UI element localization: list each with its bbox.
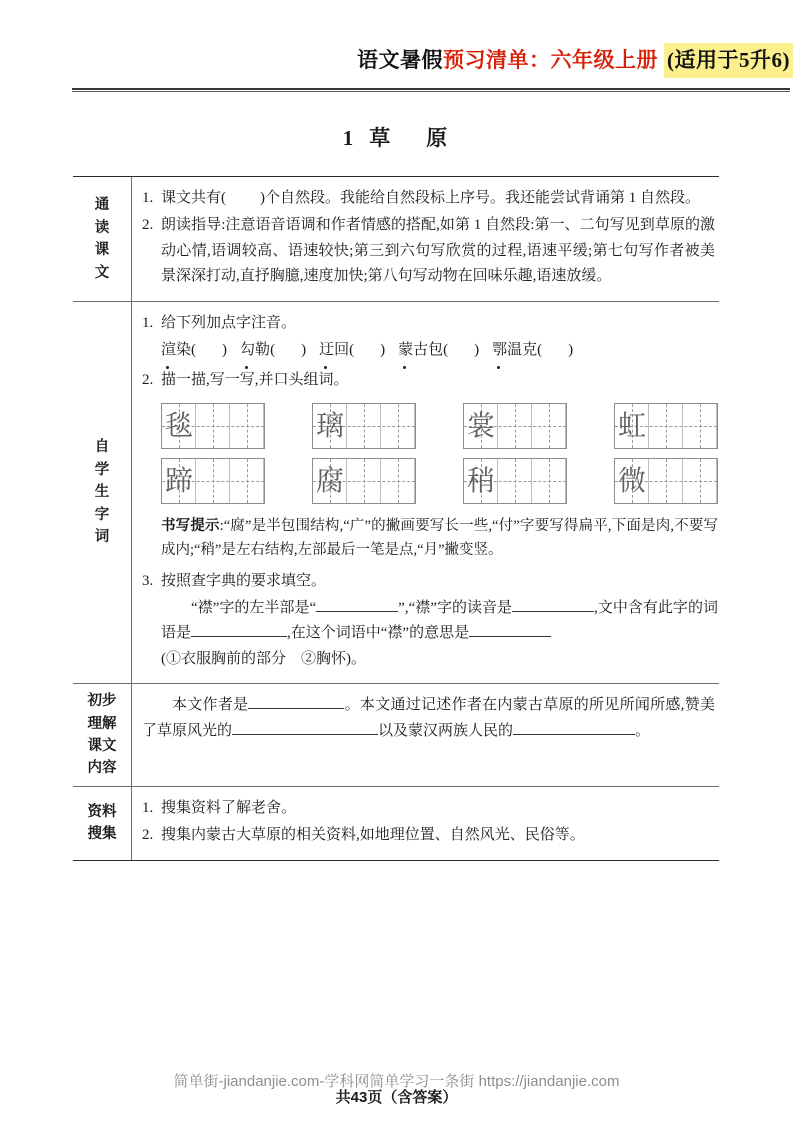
row-label-char: 学 bbox=[94, 461, 110, 478]
row-label-char: 课 bbox=[94, 242, 110, 259]
page-title bbox=[73, 122, 719, 152]
fill-blank[interactable] bbox=[469, 636, 551, 637]
list-item-text: 搜集内蒙古大草原的相关资料,如地理位置、自然风光、民俗等。 bbox=[161, 826, 585, 843]
list-item-text: 给下列加点字注音。 bbox=[161, 315, 297, 332]
word-rest: 染 bbox=[176, 341, 192, 358]
list-item bbox=[142, 796, 715, 822]
word-rest: 回 bbox=[334, 341, 350, 358]
dictionary-options-line: (①衣服胸前的部分 ②胸怀)。 bbox=[161, 651, 366, 668]
dict-text-d: ,在这个词语中“襟”的意思是 bbox=[287, 625, 470, 642]
worksheet-table bbox=[73, 176, 719, 861]
page-count-label: 共43页（含答案） bbox=[335, 1089, 458, 1106]
understand-paragraph bbox=[142, 693, 715, 745]
pinyin-word-item: 鄂温克( ) bbox=[492, 338, 573, 364]
understand-text-d: 。 bbox=[635, 722, 651, 739]
lesson-number: 1 bbox=[342, 126, 356, 150]
header-applicability-badge: (适用于5升6) bbox=[664, 43, 793, 78]
dotted-char: 鄂 bbox=[492, 338, 507, 364]
character-grid-row-1 bbox=[161, 403, 718, 449]
row-label-self-study bbox=[73, 302, 132, 683]
pinyin-word-item: 迂回( ) bbox=[319, 338, 385, 364]
fill-blank[interactable] bbox=[232, 734, 378, 735]
dict-text-c: ,文中含有此字的词语是 bbox=[161, 599, 718, 642]
list-item-text: 按照查字典的要求填空。 bbox=[161, 572, 327, 589]
table-row-collect bbox=[73, 787, 719, 861]
pinyin-word-item: 蒙古包( ) bbox=[398, 338, 479, 364]
dict-text-a: “襟”字的左半部是“ bbox=[191, 599, 317, 616]
dotted-char: 渲 bbox=[161, 338, 176, 364]
row-label-read-through bbox=[73, 177, 132, 301]
pinyin-word-item: 渲染( ) bbox=[161, 338, 227, 364]
character-practice-grids bbox=[161, 403, 718, 504]
item1-text-before-blank: 课文共有( bbox=[161, 190, 226, 206]
row-body-collect bbox=[132, 787, 719, 860]
character-practice-box[interactable] bbox=[312, 403, 416, 449]
writing-tip bbox=[161, 514, 718, 563]
row-label-collect bbox=[73, 787, 132, 860]
table-row-understand bbox=[73, 684, 719, 787]
row-label-char: 读 bbox=[94, 219, 110, 236]
list-item-number: 2. bbox=[142, 216, 154, 233]
fill-blank[interactable] bbox=[191, 636, 287, 637]
fill-blank[interactable] bbox=[512, 611, 594, 612]
character-practice-box[interactable] bbox=[312, 458, 416, 504]
lesson-title-char-1: 草 bbox=[369, 126, 393, 150]
list-item bbox=[142, 213, 715, 290]
pinyin-exercise-line bbox=[161, 338, 718, 364]
row-body-read-through bbox=[132, 177, 719, 301]
character-practice-box[interactable] bbox=[161, 458, 265, 504]
row-label-understand bbox=[73, 684, 132, 786]
list-item bbox=[142, 823, 715, 849]
word-rest: 勒 bbox=[255, 341, 271, 358]
row-label-char: 搜集 bbox=[87, 826, 117, 843]
list-item-number: 1. bbox=[142, 799, 154, 816]
row-label-char: 字 bbox=[94, 506, 110, 523]
header-title-line bbox=[357, 43, 793, 78]
character-grid-row-2 bbox=[161, 458, 718, 504]
list-item-text: 搜集资料了解老舍。 bbox=[161, 799, 297, 816]
writing-tip-text: :“腐”是半包围结构,“广”的撇画要写长一些,“付”字要写得扁平,下面是肉,不要写成内;“稍”是左右结构,左部最后一笔是点,“月”撇变竖。 bbox=[161, 517, 719, 559]
header-title-red: 预习清单：六年级上册 bbox=[443, 47, 658, 72]
list-item bbox=[142, 569, 718, 595]
lesson-title-char-2: 原 bbox=[426, 126, 450, 150]
fill-blank[interactable] bbox=[316, 611, 398, 612]
practice-char: 腐 bbox=[315, 463, 344, 497]
list-item-text: 描一描,写一写,并口头组词。 bbox=[161, 371, 349, 388]
character-practice-box[interactable] bbox=[463, 403, 567, 449]
dotted-char: 勾 bbox=[240, 338, 255, 364]
list-item-number: 2. bbox=[142, 371, 154, 388]
writing-tip-label: 书写提示 bbox=[161, 517, 220, 534]
row-label-char: 资料 bbox=[87, 803, 117, 820]
practice-char: 毯 bbox=[164, 408, 193, 442]
practice-char: 虹 bbox=[617, 408, 646, 442]
page-footer bbox=[0, 1062, 793, 1122]
row-label-char: 课文 bbox=[87, 737, 117, 754]
row-label-char: 内容 bbox=[87, 760, 117, 777]
row-label-char: 自 bbox=[94, 439, 110, 456]
row-body-self-study bbox=[132, 302, 722, 683]
character-practice-box[interactable] bbox=[614, 403, 718, 449]
understand-text-c: 以及蒙汉两族人民的 bbox=[378, 722, 514, 739]
row-label-char: 生 bbox=[94, 484, 110, 501]
list-item-number: 1. bbox=[142, 190, 154, 206]
list-item-number: 1. bbox=[142, 315, 154, 332]
list-item-text: 朗读指导:注意语音语调和作者情感的搭配,如第 1 自然段:第一、二句写见到草原的激动心情,语调较高、语速较快;第三到六句写欣赏的过程,语速平缓;第七句写作者被美景深深打动,直抒胸臆,速度加快;第八句写动物在回味乐趣,语速放缓。 bbox=[161, 216, 715, 285]
row-label-char: 词 bbox=[94, 529, 110, 546]
character-practice-box[interactable] bbox=[614, 458, 718, 504]
list-item bbox=[142, 368, 718, 394]
character-practice-box[interactable] bbox=[161, 403, 265, 449]
list-item bbox=[142, 186, 715, 212]
list-item bbox=[142, 311, 718, 337]
fill-blank[interactable] bbox=[513, 734, 635, 735]
word-rest: 古包 bbox=[413, 341, 444, 358]
table-row-read-through bbox=[73, 177, 719, 302]
row-label-char: 理解 bbox=[87, 715, 117, 732]
table-row-self-study bbox=[73, 302, 719, 684]
practice-char: 蹄 bbox=[164, 463, 193, 497]
fill-blank[interactable] bbox=[248, 708, 344, 709]
word-rest: 温克 bbox=[507, 341, 538, 358]
character-practice-box[interactable] bbox=[463, 458, 567, 504]
page-header bbox=[0, 44, 793, 76]
dotted-char: 迂 bbox=[319, 338, 334, 364]
list-item-text bbox=[161, 186, 715, 212]
row-body-understand bbox=[132, 684, 719, 786]
practice-char: 稍 bbox=[466, 463, 495, 497]
pinyin-word-item: 勾勒( ) bbox=[240, 338, 306, 364]
practice-char: 璃 bbox=[315, 408, 344, 442]
understand-text-a: 本文作者是 bbox=[172, 697, 249, 714]
practice-char: 裳 bbox=[466, 408, 495, 442]
dict-text-b: ”,“襟”字的读音是 bbox=[398, 599, 513, 616]
list-item-number: 2. bbox=[142, 826, 154, 843]
list-item-number: 3. bbox=[142, 572, 154, 589]
item1-text-after-blank: )个自然段。我能给自然段标上序号。我还能尝试背诵第 1 自然段。 bbox=[260, 190, 700, 206]
row-label-char: 初步 bbox=[87, 693, 117, 710]
dotted-char: 蒙 bbox=[398, 338, 413, 364]
watermark-text: 简单街-jiandanjie.com-学科网简单学习一条街 https://jiandanjie.com bbox=[173, 1073, 620, 1090]
header-title-black: 语文暑假 bbox=[357, 47, 443, 72]
row-label-char: 通 bbox=[94, 197, 110, 214]
header-divider-rule bbox=[72, 88, 790, 92]
understand-text-b: 。本文通过记述作者在内蒙古草原的所见所闻所感,赞美了草原风光的 bbox=[142, 697, 715, 739]
practice-char: 微 bbox=[617, 463, 646, 497]
dictionary-fill-in-paragraph bbox=[161, 596, 718, 648]
row-label-char: 文 bbox=[94, 264, 110, 281]
